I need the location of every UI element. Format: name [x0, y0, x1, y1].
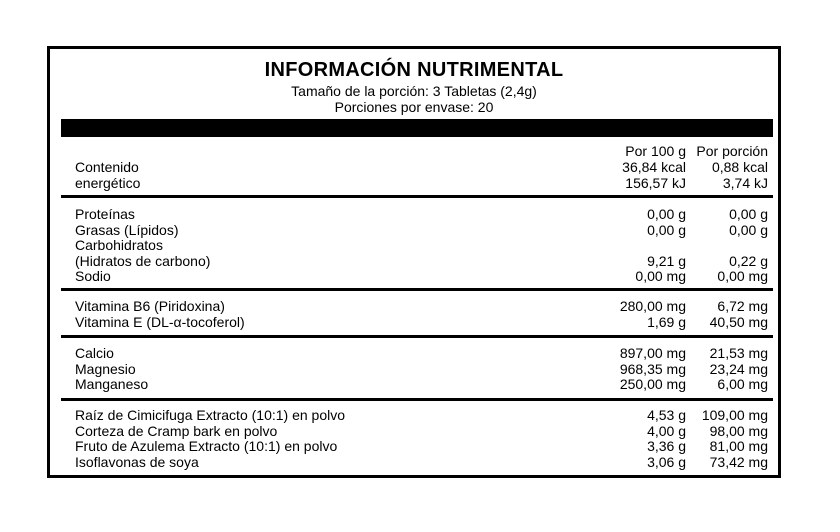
value-per-100g: 0,00 g — [647, 221, 686, 238]
nutrient-name: Grasas (Lípidos) — [75, 221, 179, 238]
value-per-100g: 0,00 mg — [635, 268, 686, 285]
energy-label-line2: energético — [75, 175, 141, 191]
value-per-portion: 40,50 mg — [709, 313, 768, 330]
value-per-portion: 0,00 g — [729, 206, 768, 222]
col-header-portion: Por porción — [696, 143, 768, 159]
value-per-100g: 3,06 g — [647, 453, 686, 470]
nutrient-name: Isoflavonas de soya — [75, 453, 199, 470]
energy-kj-100g: 156,57 kJ — [625, 175, 686, 191]
header-bar — [61, 119, 773, 137]
section-divider — [61, 335, 773, 338]
nutrient-name: Magnesio — [75, 360, 136, 377]
value-per-portion: 23,24 mg — [709, 360, 768, 377]
col-header-100g: Por 100 g — [625, 143, 686, 159]
energy-kcal-100g: 36,84 kcal — [622, 159, 686, 175]
nutrient-name: Carbohidratos — [75, 237, 163, 254]
section-divider — [61, 288, 773, 291]
value-per-portion: 109,00 mg — [701, 407, 768, 423]
servings-per-container: Porciones por envase: 20 — [334, 99, 494, 115]
nutrient-name: (Hidratos de carbono) — [75, 252, 211, 269]
section-divider — [61, 398, 773, 401]
value-per-100g: 897,00 mg — [619, 345, 686, 361]
value-per-portion: 0,22 g — [729, 252, 768, 269]
energy-label-line1: Contenido — [75, 159, 139, 175]
nutrient-name: Sodio — [75, 268, 111, 285]
energy-kcal-portion: 0,88 kcal — [711, 159, 768, 175]
value-per-100g: 968,35 mg — [619, 360, 686, 377]
value-per-portion: 0,00 mg — [717, 268, 768, 285]
value-per-100g: 4,53 g — [647, 407, 686, 423]
value-per-portion: 81,00 mg — [709, 438, 768, 455]
value-per-portion: 73,42 mg — [709, 453, 768, 470]
value-per-100g: 1,69 g — [647, 313, 686, 330]
value-per-portion: 21,53 mg — [709, 345, 768, 361]
value-per-100g: 280,00 mg — [619, 298, 686, 314]
label-title: INFORMACIÓN NUTRIMENTAL — [264, 59, 564, 81]
value-per-100g: 0,00 g — [647, 206, 686, 222]
value-per-100g: 250,00 mg — [619, 376, 686, 393]
value-per-portion: 98,00 mg — [709, 422, 768, 439]
value-per-portion: 6,72 mg — [717, 298, 768, 314]
energy-kj-portion: 3,74 kJ — [722, 175, 768, 191]
nutrient-name: Raíz de Cimicifuga Extracto (10:1) en polvo — [75, 407, 346, 423]
value-per-100g: 9,21 g — [647, 252, 686, 269]
nutrient-name: Vitamina E (DL-α-tocoferol) — [75, 313, 245, 330]
value-per-100g: 3,36 g — [647, 438, 686, 455]
nutrient-name: Corteza de Cramp bark en polvo — [75, 422, 278, 439]
serving-size: Tamaño de la porción: 3 Tabletas (2,4g) — [291, 83, 537, 99]
nutrient-name: Manganeso — [75, 376, 149, 393]
nutrient-name: Vitamina B6 (Piridoxina) — [75, 298, 225, 314]
section-divider — [61, 195, 773, 198]
value-per-portion: 0,00 g — [729, 221, 768, 238]
value-per-portion: 6,00 mg — [717, 376, 768, 393]
nutrient-name: Proteínas — [75, 206, 135, 222]
nutrient-name: Calcio — [75, 345, 114, 361]
value-per-100g: 4,00 g — [647, 422, 686, 439]
nutrient-name: Fruto de Azulema Extracto (10:1) en polvo — [75, 438, 338, 455]
nutrition-facts-panel — [47, 46, 781, 478]
